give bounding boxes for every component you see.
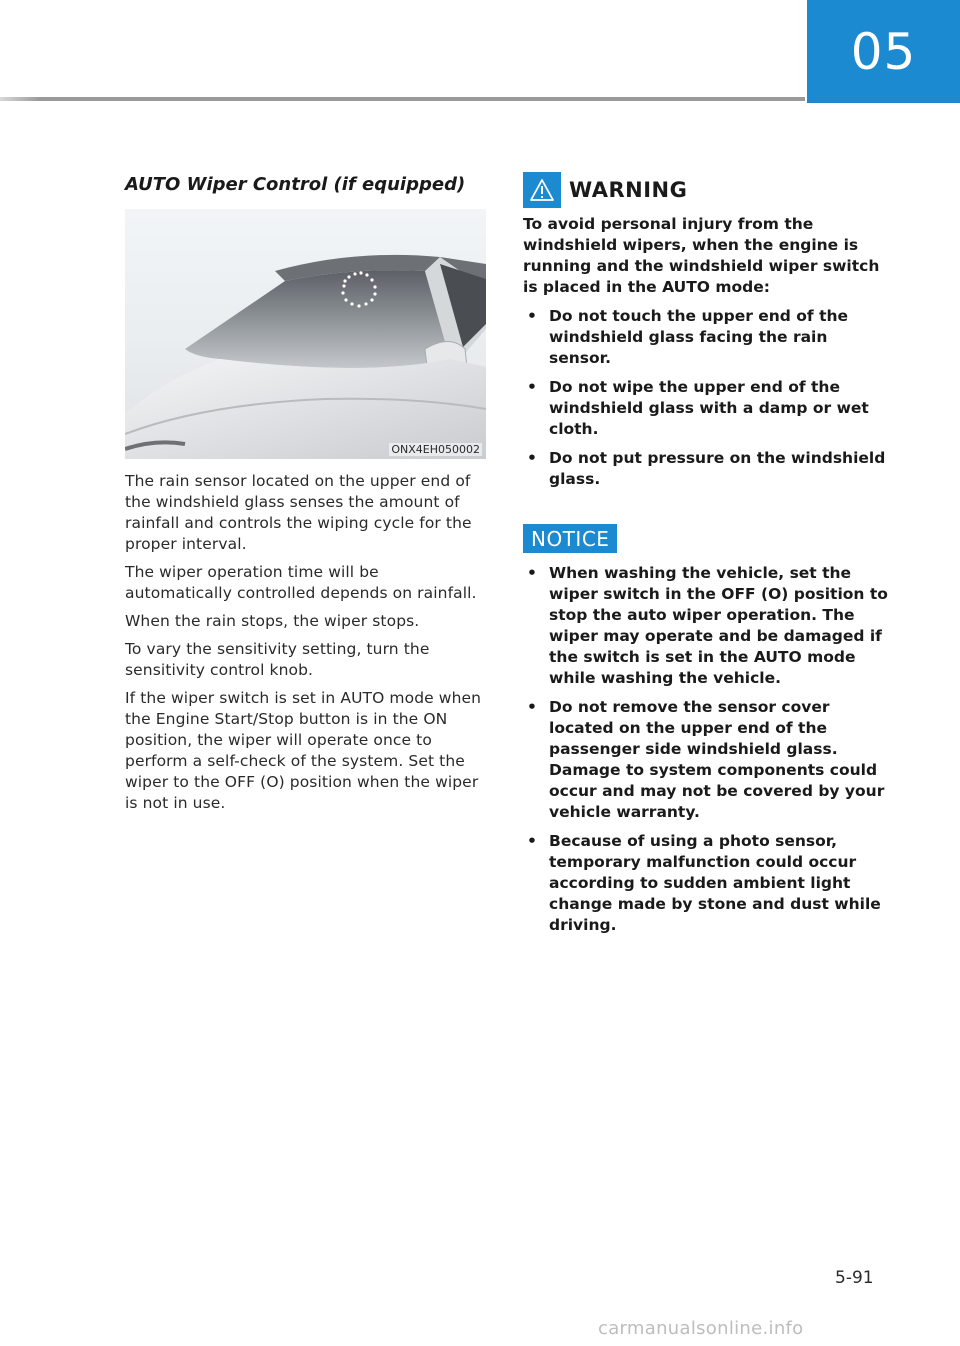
- right-column: [523, 172, 888, 944]
- bullet: •: [527, 832, 537, 850]
- watermark-link[interactable]: carmanualsonline.info: [598, 1318, 804, 1339]
- notice-badge: NOTICE: [523, 524, 617, 553]
- warning-list: [523, 306, 888, 490]
- paragraph: The rain sensor located on the upper end of the windshield glass senses the amount of rainfall and controls the wiping cycle for the proper interval.: [125, 472, 472, 553]
- list-item: • Do not touch the upper end of the windshield glass facing the rain sensor.: [527, 307, 849, 367]
- windshield-figure: [125, 209, 486, 459]
- notice-list: [523, 563, 888, 936]
- list-item: • When washing the vehicle, set the wiper switch in the OFF (O) position to stop the auto wiper operation. The wiper may operate and be damaged if the switch is set in the AUTO mode while washing the vehicle.: [527, 564, 888, 687]
- page-number: 5-91: [835, 1268, 874, 1288]
- list-item: • Do not wipe the upper end of the windshield glass with a damp or wet cloth.: [527, 378, 869, 438]
- car-windshield-illustration: [125, 209, 486, 459]
- warning-header: [523, 172, 888, 208]
- bullet: •: [527, 449, 537, 467]
- paragraph: When the rain stops, the wiper stops.: [125, 612, 420, 630]
- paragraph: If the wiper switch is set in AUTO mode when the Engine Start/Stop button is in the ON position, the wiper will operate once to perform a self-check of the system. Set the wiper to the OFF (O) position when the wiper is not in use.: [125, 689, 482, 812]
- section-title: AUTO Wiper Control (if equipped): [125, 174, 466, 195]
- bullet: •: [527, 698, 537, 716]
- warning-title: WARNING: [569, 178, 688, 202]
- figure-code: ONX4EH050002: [391, 443, 480, 456]
- list-item: • Because of using a photo sensor, temporary malfunction could occur according to sudden ambient light change made by stone and dust while driving.: [527, 832, 881, 934]
- left-column: [125, 170, 490, 821]
- header-rule: [0, 97, 805, 101]
- paragraph: To vary the sensitivity setting, turn the sensitivity control knob.: [125, 640, 430, 679]
- list-item: • Do not put pressure on the windshield glass.: [527, 449, 886, 488]
- bullet: •: [527, 307, 537, 325]
- chapter-number: 05: [850, 22, 917, 81]
- bullet: •: [527, 564, 537, 582]
- chapter-tab: [807, 0, 960, 103]
- list-item: • Do not remove the sensor cover located on the upper end of the passenger side windshield glass. Damage to system components could occur and may not be covered by your vehicle warranty.: [527, 698, 885, 821]
- warning-intro: To avoid personal injury from the windshield wipers, when the engine is running and the windshield wiper switch is placed in the AUTO mode:: [523, 215, 880, 296]
- bullet: •: [527, 378, 537, 396]
- warning-triangle-icon: [523, 172, 561, 208]
- paragraph: The wiper operation time will be automatically controlled depends on rainfall.: [125, 563, 477, 602]
